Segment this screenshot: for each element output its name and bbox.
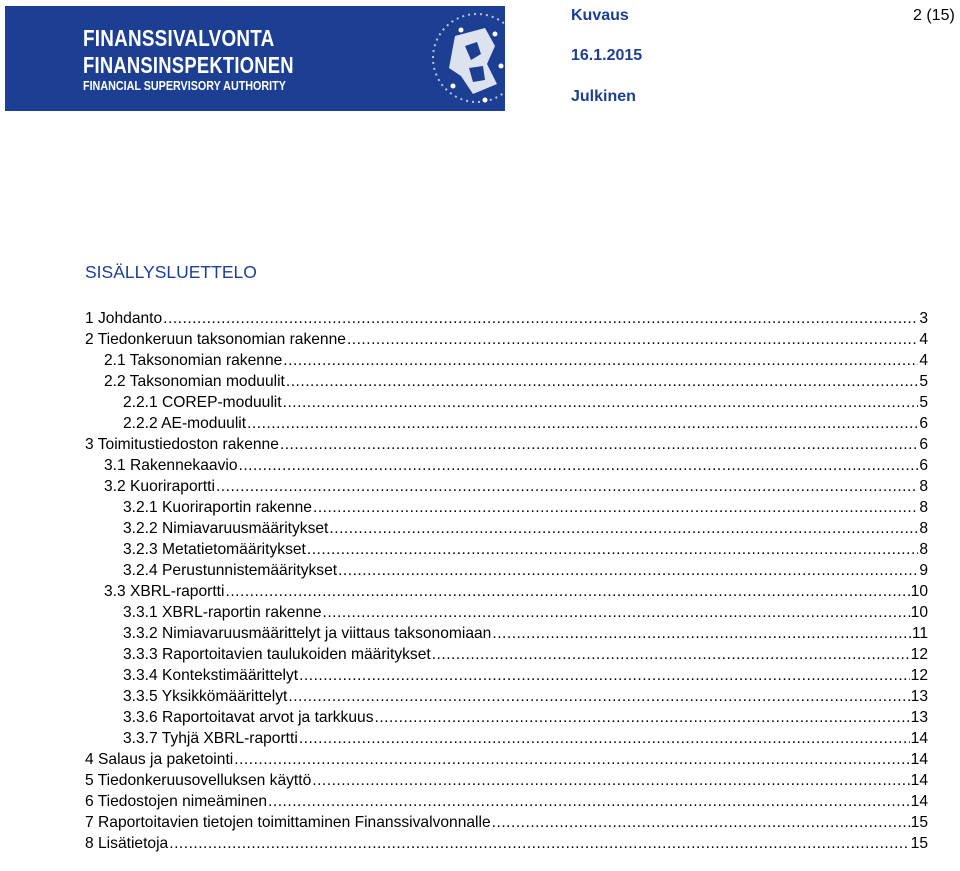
toc-dot-leader [299,728,910,749]
toc-dot-leader [247,413,918,434]
toc-entry[interactable] [85,455,928,476]
page-number: 2 (15) [913,7,955,24]
toc-entry-label: 3.3.7 Tyhjä XBRL-raportti [123,730,298,747]
toc-entry-page: 13 [910,709,928,726]
toc-dot-leader [268,791,910,812]
logo-line-2: FINANSINSPEKTIONEN [83,52,294,78]
toc-dot-leader [432,644,910,665]
toc-entry-label: 3.2.4 Perustunnistemääritykset [123,562,338,579]
toc-entry-page: 8 [919,499,928,516]
toc-entry-page: 14 [910,751,928,768]
toc-entry[interactable] [85,770,928,791]
toc-entry[interactable] [85,833,928,854]
toc-entry[interactable] [85,392,928,413]
toc-entry-page: 3 [919,310,928,327]
toc-entry-label: 3.3.6 Raportoitavat arvot ja tarkkuus [123,709,374,726]
toc-entry-label: 4 Salaus ja paketointi [85,751,234,768]
toc-entry-label: 3.3.2 Nimiavaruusmäärittelyt ja viittaus taksonomiaan [123,625,492,642]
toc-dot-leader [329,518,918,539]
toc-entry-label: 3.1 Rakennekaavio [104,457,238,474]
toc-entry[interactable] [85,329,928,350]
toc-entry[interactable] [85,308,928,329]
toc-entry-label: 7 Raportoitavien tietojen toimittaminen Finanssivalvonnalle [85,814,491,831]
toc-entry-label: 2.2.1 COREP-moduulit [123,394,282,411]
toc-dot-leader [283,392,919,413]
toc-entry-page: 6 [919,436,928,453]
toc-dot-leader [283,350,918,371]
logo-line-3: FINANCIAL SUPERVISORY AUTHORITY [83,79,286,93]
toc-entry-page: 15 [910,835,928,852]
toc-entry-label: 3.2.3 Metatietomääritykset [123,541,306,558]
toc-entry-label: 3 Toimitustiedoston rakenne [85,436,279,453]
lion-crest-icon [425,6,505,111]
toc-entry[interactable] [85,665,928,686]
toc-entry[interactable] [85,539,928,560]
toc-entry[interactable] [85,623,928,644]
toc-entry-page: 6 [919,457,928,474]
toc-entry-page: 4 [919,331,928,348]
toc-entry-page: 11 [911,625,928,642]
toc-entry[interactable] [85,413,928,434]
toc-entry-label: 2.2.2 AE-moduulit [123,415,247,432]
toc-entry[interactable] [85,686,928,707]
toc-dot-leader [307,539,918,560]
document-title: Kuvaus [571,7,629,24]
toc-entry[interactable] [85,728,928,749]
toc-heading: SISÄLLYSLUETTELO [85,262,257,282]
toc-entry-page: 12 [910,646,928,663]
toc-entry[interactable] [85,791,928,812]
toc-entry-label: 3.2.2 Nimiavaruusmääritykset [123,520,329,537]
toc-entry[interactable] [85,644,928,665]
toc-dot-leader [216,476,918,497]
toc-entry[interactable] [85,434,928,455]
toc-entry-label: 8 Lisätietoja [85,835,169,852]
toc-entry-label: 3.2 Kuoriraportti [104,478,215,495]
toc-dot-leader [234,749,909,770]
toc-entry-page: 8 [919,541,928,558]
toc-entry[interactable] [85,581,928,602]
toc-entry-page: 8 [919,520,928,537]
logo-line-1: FINANSSIVALVONTA [83,25,275,51]
toc-dot-leader [313,497,918,518]
toc-entry-label: 2.1 Taksonomian rakenne [104,352,283,369]
toc-entry-label: 3.2.1 Kuoriraportin rakenne [123,499,312,516]
toc-entry-label: 2.2 Taksonomian moduulit [104,373,285,390]
toc-entry-page: 6 [919,415,928,432]
toc-entry-page: 14 [910,793,928,810]
toc-dot-leader [492,623,910,644]
toc-entry-page: 14 [910,730,928,747]
toc-dot-leader [492,812,910,833]
toc-entry-page: 10 [910,583,928,600]
toc-entry[interactable] [85,812,928,833]
toc-entry[interactable] [85,749,928,770]
toc-entry[interactable] [85,371,928,392]
toc-dot-leader [286,371,918,392]
toc-entry-label: 2 Tiedonkeruun taksonomian rakenne [85,331,346,348]
toc-dot-leader [375,707,910,728]
toc-entry-label: 3.3.4 Kontekstimäärittelyt [123,667,299,684]
toc-entry-page: 14 [910,772,928,789]
toc-entry[interactable] [85,560,928,581]
toc-dot-leader [280,434,918,455]
toc-entry-label: 3.3.5 Yksikkömäärittelyt [123,688,288,705]
toc-entry[interactable] [85,350,928,371]
toc-entry-page: 4 [919,352,928,369]
toc-dot-leader [169,833,909,854]
toc-entry[interactable] [85,707,928,728]
document-date: 16.1.2015 [571,47,643,64]
toc-entry-label: 1 Johdanto [85,310,163,327]
toc-entry[interactable] [85,476,928,497]
toc-dot-leader [312,770,909,791]
toc-dot-leader [299,665,910,686]
toc-entry-page: 12 [910,667,928,684]
toc-entry-page: 5 [919,373,928,390]
toc-entry-label: 3.3.1 XBRL-raportin rakenne [123,604,322,621]
toc-dot-leader [239,455,919,476]
toc-dot-leader [225,581,909,602]
toc-entry-page: 13 [910,688,928,705]
toc-entry-label: 5 Tiedonkeruusovelluksen käyttö [85,772,312,789]
toc-dot-leader [347,329,918,350]
logo-banner [5,6,505,111]
toc-entry-page: 15 [910,814,928,831]
toc-entry-label: 6 Tiedostojen nimeäminen [85,793,268,810]
toc-entry[interactable] [85,602,928,623]
toc-dot-leader [163,308,918,329]
toc-entry[interactable] [85,497,928,518]
document-classification: Julkinen [571,88,636,105]
toc-entry-label: 3.3.3 Raportoitavien taulukoiden määritykset [123,646,431,663]
toc-entry[interactable] [85,518,928,539]
toc-entry-page: 5 [919,394,928,411]
toc-dot-leader [323,602,910,623]
toc-dot-leader [288,686,909,707]
table-of-contents [85,308,928,854]
toc-entry-page: 9 [919,562,928,579]
toc-entry-label: 3.3 XBRL-raportti [104,583,225,600]
toc-entry-page: 10 [910,604,928,621]
toc-entry-page: 8 [919,478,928,495]
toc-dot-leader [338,560,918,581]
